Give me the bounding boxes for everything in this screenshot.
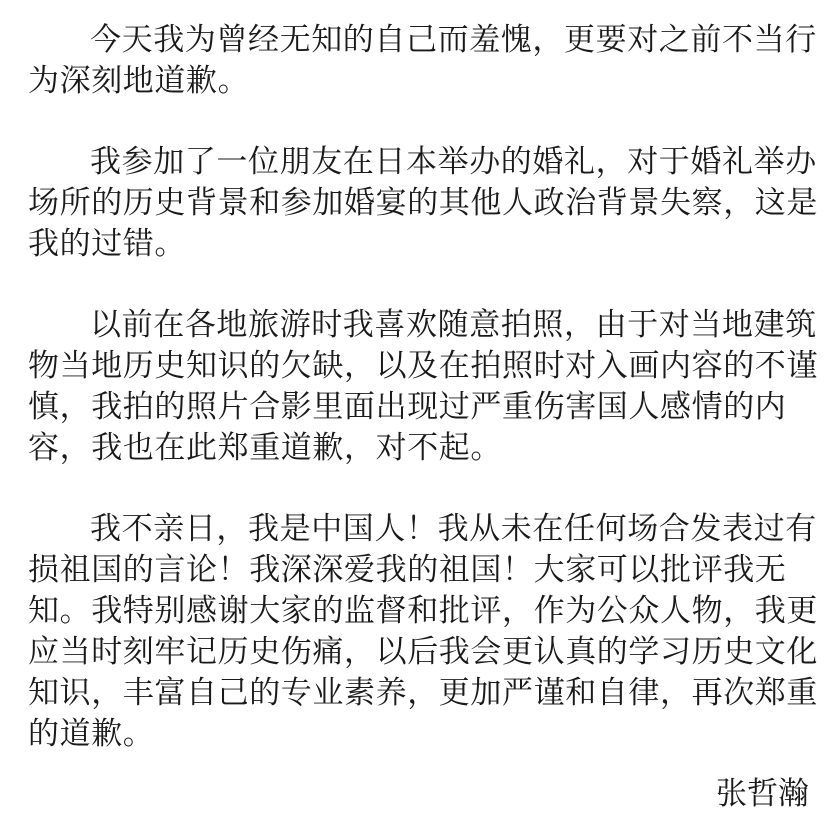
paragraph-1: 今天我为曾经无知的自己而羞愧，更要对之前不当行为深刻地道歉。 <box>28 22 817 99</box>
paragraph-4: 我不亲日，我是中国人！我从未在任何场合发表过有损祖国的言论！我深深爱我的祖国！大家可以批评我无知。我特别感谢大家的监督和批评，作为公众人物，我更应当时刻牢记历史伤痛，以后我会更认真的学习历史文化知识，丰富自己的专业素养，更加严谨和自律，再次郑重的道歉。 <box>28 511 818 752</box>
signature: 张哲瀚 <box>716 776 809 812</box>
paragraph-3: 以前在各地旅游时我喜欢随意拍照，由于对当地建筑物当地历史知识的欠缺，以及在拍照时对入画内容的不谨慎，我拍的照片合影里面出现过严重伤害国人感情的内容，我也在此郑重道歉，对不起。 <box>28 307 818 466</box>
paragraph-2: 我参加了一位朋友在日本举办的婚礼，对于婚礼举办场所的历史背景和参加婚宴的其他人政治背景失察，这是我的过错。 <box>28 144 818 262</box>
statement-document <box>28 20 818 795</box>
